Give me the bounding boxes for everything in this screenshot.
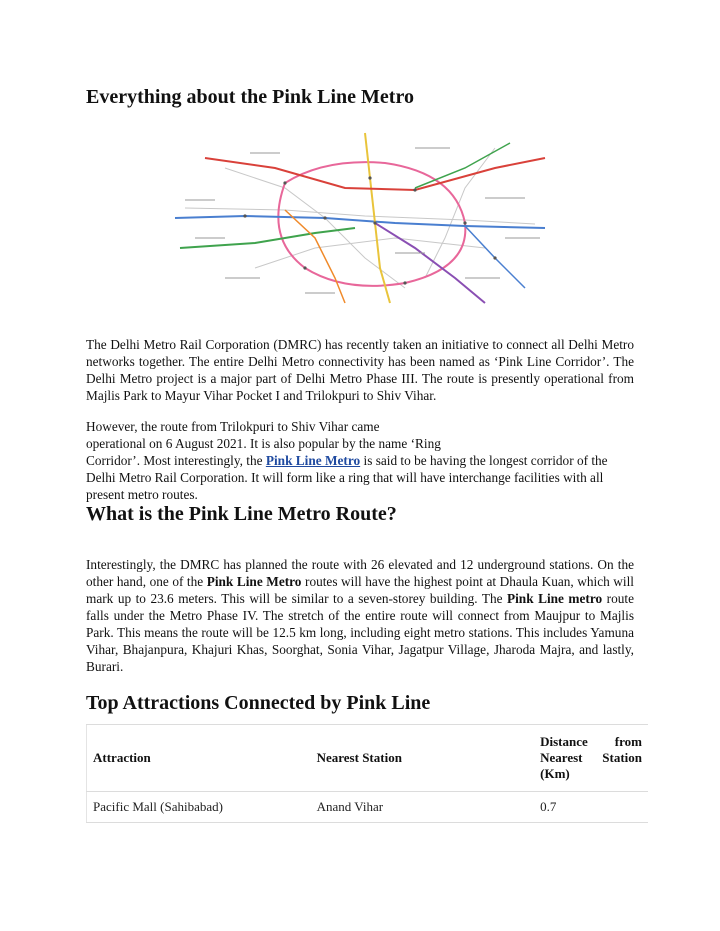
main-heading: Everything about the Pink Line Metro: [86, 86, 414, 108]
route-text-2: routes will have the highest point at Dhaula Kuan, which will mark up to 23.6 meters. This will be similar to a seven-storey building. The: [86, 574, 634, 607]
pink-line-metro-link[interactable]: Pink Line Metro: [265, 453, 361, 469]
intro-p2-line2: operational on 6 August 2021. It is also popular by the name ‘Ring: [86, 436, 441, 452]
col-header-attraction: Attraction: [87, 725, 311, 792]
route-text-1: Interestingly, the DMRC has planned the route with 26 elevated and 12 underground stations. On the other hand, one of the: [86, 557, 634, 590]
intro-p2-before-link: Corridor’. Most interestingly, the: [86, 453, 266, 469]
cell-distance: 0.7: [534, 792, 648, 823]
delhi-metro-map-image: [165, 128, 555, 308]
intro-p2-line1: However, the route from Trilokpuri to Shiv Vihar came: [86, 419, 380, 435]
cell-nearest-station: Anand Vihar: [311, 792, 535, 823]
attractions-table: [86, 724, 648, 823]
table-row: [87, 792, 649, 823]
intro-paragraph-2: [86, 418, 634, 503]
table-header-row: [87, 725, 649, 792]
col-header-distance: Distance from Nearest Station (Km): [534, 725, 648, 792]
attractions-heading: Top Attractions Connected by Pink Line: [86, 692, 431, 714]
route-heading: What is the Pink Line Metro Route?: [86, 503, 397, 525]
route-bold-1: Pink Line Metro: [206, 574, 302, 590]
intro-p2-after-link: is said to be having the longest corridor of the Delhi Metro Rail Corporation. It will form like a ring that will have interchange facilities with all present metro routes.: [86, 453, 608, 503]
intro-paragraph-1: The Delhi Metro Rail Corporation (DMRC) has recently taken an initiative to connect all Delhi Metro networks together. The entire Delhi Metro connectivity has been named as ‘Pink Line Corridor’. The Delhi Metro project is a major part of Delhi Metro Phase III. The route is presently operational from Majlis Park to Mayur Vihar Pocket I and Trilokpuri to Shiv Vihar.: [86, 337, 634, 404]
cell-attraction: Pacific Mall (Sahibabad): [87, 792, 311, 823]
route-paragraph: [86, 556, 634, 675]
route-bold-2: Pink Line metro: [506, 591, 603, 607]
route-text-3: route falls under the Metro Phase IV. The stretch of the entire route will connect from Maujpur to Majlis Park. This means the route will be 12.5 km long, including eight metro stations. This includes Yamuna Vihar, Bhajanpura, Khajuri Khas, Soorghat, Sonia Vihar, Jagatpur Village, Jharoda Majra, and lastly, Burari.: [86, 591, 634, 675]
col-header-nearest-station: Nearest Station: [311, 725, 535, 792]
